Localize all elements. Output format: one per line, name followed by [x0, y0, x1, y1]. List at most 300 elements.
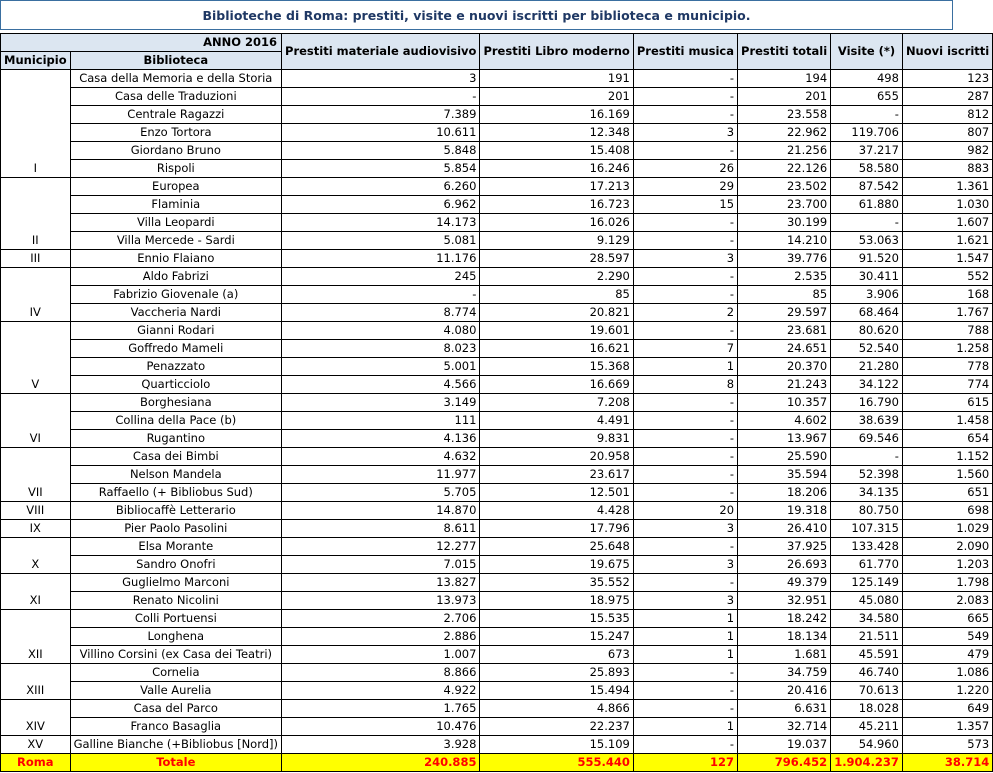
biblioteca-cell: Casa del Parco — [70, 700, 281, 718]
value-cell: 15.494 — [480, 682, 633, 700]
value-cell: 45.591 — [831, 646, 903, 664]
municipio-cell: II — [1, 178, 71, 250]
biblioteca-cell: Europea — [70, 178, 281, 196]
value-cell: 21.511 — [831, 628, 903, 646]
value-cell: 191 — [480, 70, 633, 88]
value-cell: - — [282, 286, 480, 304]
value-cell: 15.109 — [480, 736, 633, 754]
value-cell: 7 — [633, 340, 737, 358]
value-cell: 807 — [902, 124, 992, 142]
total-value-cell: 240.885 — [282, 754, 480, 772]
biblioteca-cell: Centrale Ragazzi — [70, 106, 281, 124]
value-cell: - — [633, 142, 737, 160]
value-cell: - — [831, 214, 903, 232]
value-cell: - — [633, 232, 737, 250]
value-cell: 552 — [902, 268, 992, 286]
table-row — [1, 736, 993, 754]
value-cell: 982 — [902, 142, 992, 160]
value-cell: 6.260 — [282, 178, 480, 196]
value-cell: 1.029 — [902, 520, 992, 538]
value-cell: 18.206 — [738, 484, 831, 502]
value-cell: 34.580 — [831, 610, 903, 628]
table-row — [1, 628, 993, 646]
value-cell: 3 — [633, 250, 737, 268]
value-cell: 28.597 — [480, 250, 633, 268]
total-value-cell: 796.452 — [738, 754, 831, 772]
value-cell: 6.962 — [282, 196, 480, 214]
value-cell: 812 — [902, 106, 992, 124]
value-cell: 7.208 — [480, 394, 633, 412]
value-cell: 1.547 — [902, 250, 992, 268]
value-cell: 479 — [902, 646, 992, 664]
value-cell: 2.083 — [902, 592, 992, 610]
value-cell: 1.220 — [902, 682, 992, 700]
value-cell: 7.389 — [282, 106, 480, 124]
value-cell: 34.759 — [738, 664, 831, 682]
biblioteca-cell: Borghesiana — [70, 394, 281, 412]
value-cell: 85 — [480, 286, 633, 304]
value-cell: 25.648 — [480, 538, 633, 556]
value-cell: 1.621 — [902, 232, 992, 250]
value-cell: 11.977 — [282, 466, 480, 484]
value-cell: 34.135 — [831, 484, 903, 502]
value-cell: 3 — [633, 592, 737, 610]
value-cell: 22.237 — [480, 718, 633, 736]
value-cell: 4.922 — [282, 682, 480, 700]
value-cell: 58.580 — [831, 160, 903, 178]
value-cell: 20.416 — [738, 682, 831, 700]
value-cell: 4.080 — [282, 322, 480, 340]
table-row — [1, 376, 993, 394]
table-row — [1, 664, 993, 682]
value-cell: 123 — [902, 70, 992, 88]
value-cell: 21.280 — [831, 358, 903, 376]
biblioteca-cell: Quarticciolo — [70, 376, 281, 394]
value-cell: 651 — [902, 484, 992, 502]
value-cell: - — [633, 682, 737, 700]
municipio-cell: X — [1, 538, 71, 574]
value-cell: - — [633, 736, 737, 754]
total-value-cell: 127 — [633, 754, 737, 772]
value-cell: 1.152 — [902, 448, 992, 466]
value-cell: 649 — [902, 700, 992, 718]
table-row — [1, 124, 993, 142]
table-row — [1, 466, 993, 484]
municipio-cell: VI — [1, 394, 71, 448]
value-cell: 19.037 — [738, 736, 831, 754]
value-cell: 54.960 — [831, 736, 903, 754]
value-cell: 4.136 — [282, 430, 480, 448]
table-row — [1, 592, 993, 610]
table-row — [1, 448, 993, 466]
value-cell: - — [633, 412, 737, 430]
value-cell: - — [831, 106, 903, 124]
value-cell: 19.601 — [480, 322, 633, 340]
value-cell: 2.290 — [480, 268, 633, 286]
value-cell: 26.693 — [738, 556, 831, 574]
table-row — [1, 232, 993, 250]
value-cell: - — [633, 70, 737, 88]
value-cell: 18.134 — [738, 628, 831, 646]
value-cell: 30.411 — [831, 268, 903, 286]
biblioteca-cell: Giordano Bruno — [70, 142, 281, 160]
biblioteca-cell: Cornelia — [70, 664, 281, 682]
value-cell: 46.740 — [831, 664, 903, 682]
value-cell: 16.169 — [480, 106, 633, 124]
biblioteca-cell: Sandro Onofri — [70, 556, 281, 574]
value-cell: 15.247 — [480, 628, 633, 646]
table-row — [1, 70, 993, 88]
value-cell: 10.476 — [282, 718, 480, 736]
biblioteca-cell: Nelson Mandela — [70, 466, 281, 484]
value-cell: 23.502 — [738, 178, 831, 196]
biblioteca-cell: Gianni Rodari — [70, 322, 281, 340]
biblioteca-cell: Villa Leopardi — [70, 214, 281, 232]
value-cell: 23.700 — [738, 196, 831, 214]
biblioteca-cell: Pier Paolo Pasolini — [70, 520, 281, 538]
value-cell: 1.086 — [902, 664, 992, 682]
municipio-cell: IX — [1, 520, 71, 538]
table-row — [1, 502, 993, 520]
table-row — [1, 646, 993, 664]
value-cell: 7.015 — [282, 556, 480, 574]
biblioteca-cell: Casa delle Traduzioni — [70, 88, 281, 106]
value-cell: 4.602 — [738, 412, 831, 430]
total-value-cell: 1.904.237 — [831, 754, 903, 772]
value-cell: 34.122 — [831, 376, 903, 394]
biblioteca-cell: Villino Corsini (ex Casa dei Teatri) — [70, 646, 281, 664]
value-cell: 9.831 — [480, 430, 633, 448]
table-row — [1, 430, 993, 448]
value-cell: 883 — [902, 160, 992, 178]
value-cell: 14.870 — [282, 502, 480, 520]
value-cell: 4.491 — [480, 412, 633, 430]
value-cell: 5.081 — [282, 232, 480, 250]
value-cell: 23.681 — [738, 322, 831, 340]
value-cell: 39.776 — [738, 250, 831, 268]
value-cell: 22.126 — [738, 160, 831, 178]
col-header-totali: Prestiti totali — [738, 34, 831, 70]
value-cell: 17.796 — [480, 520, 633, 538]
municipio-cell: V — [1, 322, 71, 394]
biblioteca-cell: Galline Bianche (+Bibliobus [Nord]) — [70, 736, 281, 754]
value-cell: - — [633, 430, 737, 448]
value-cell: 1.361 — [902, 178, 992, 196]
table-row — [1, 268, 993, 286]
biblioteca-cell: Rugantino — [70, 430, 281, 448]
value-cell: 52.540 — [831, 340, 903, 358]
value-cell: - — [633, 88, 737, 106]
value-cell: 17.213 — [480, 178, 633, 196]
municipio-cell: VII — [1, 448, 71, 502]
table-row — [1, 142, 993, 160]
value-cell: 1.030 — [902, 196, 992, 214]
table-row — [1, 250, 993, 268]
value-cell: 35.552 — [480, 574, 633, 592]
value-cell: 1.203 — [902, 556, 992, 574]
value-cell: 20 — [633, 502, 737, 520]
value-cell: 23.558 — [738, 106, 831, 124]
value-cell: 4.428 — [480, 502, 633, 520]
value-cell: 85 — [738, 286, 831, 304]
value-cell: 70.613 — [831, 682, 903, 700]
municipio-cell: III — [1, 250, 71, 268]
value-cell: 3 — [282, 70, 480, 88]
table-body — [1, 70, 993, 772]
value-cell: 1.357 — [902, 718, 992, 736]
value-cell: 15.408 — [480, 142, 633, 160]
biblioteca-cell: Collina della Pace (b) — [70, 412, 281, 430]
value-cell: 15.535 — [480, 610, 633, 628]
value-cell: 91.520 — [831, 250, 903, 268]
value-cell: 573 — [902, 736, 992, 754]
value-cell: 1.258 — [902, 340, 992, 358]
value-cell: 45.080 — [831, 592, 903, 610]
value-cell: 8.866 — [282, 664, 480, 682]
value-cell: 107.315 — [831, 520, 903, 538]
value-cell: 1 — [633, 718, 737, 736]
biblioteca-cell: Elsa Morante — [70, 538, 281, 556]
value-cell: 111 — [282, 412, 480, 430]
value-cell: 549 — [902, 628, 992, 646]
table-row — [1, 484, 993, 502]
value-cell: 69.546 — [831, 430, 903, 448]
municipio-cell: XII — [1, 610, 71, 664]
value-cell: 3 — [633, 556, 737, 574]
biblioteca-cell: Vaccheria Nardi — [70, 304, 281, 322]
table-row — [1, 682, 993, 700]
value-cell: 1 — [633, 610, 737, 628]
total-value-cell: 38.714 — [902, 754, 992, 772]
table-row — [1, 214, 993, 232]
municipio-cell: XI — [1, 574, 71, 610]
value-cell: 19.675 — [480, 556, 633, 574]
value-cell: - — [633, 448, 737, 466]
value-cell: 5.001 — [282, 358, 480, 376]
value-cell: 20.821 — [480, 304, 633, 322]
municipio-cell: XIII — [1, 664, 71, 700]
table-row — [1, 538, 993, 556]
value-cell: 52.398 — [831, 466, 903, 484]
biblioteca-cell: Aldo Fabrizi — [70, 268, 281, 286]
value-cell: 788 — [902, 322, 992, 340]
value-cell: 68.464 — [831, 304, 903, 322]
value-cell: - — [633, 106, 737, 124]
biblioteca-cell: Rispoli — [70, 160, 281, 178]
value-cell: 1 — [633, 358, 737, 376]
value-cell: 1.458 — [902, 412, 992, 430]
value-cell: 61.880 — [831, 196, 903, 214]
value-cell: 26.410 — [738, 520, 831, 538]
value-cell: 14.173 — [282, 214, 480, 232]
value-cell: - — [633, 394, 737, 412]
col-header-biblioteca: Biblioteca — [70, 52, 281, 70]
municipio-cell: XV — [1, 736, 71, 754]
table-row — [1, 88, 993, 106]
value-cell: 16.669 — [480, 376, 633, 394]
biblioteca-cell: Villa Mercede - Sardi — [70, 232, 281, 250]
value-cell: 87.542 — [831, 178, 903, 196]
value-cell: 1.607 — [902, 214, 992, 232]
value-cell: 3 — [633, 520, 737, 538]
value-cell: 35.594 — [738, 466, 831, 484]
table-row — [1, 304, 993, 322]
table-row — [1, 340, 993, 358]
value-cell: 29 — [633, 178, 737, 196]
value-cell: - — [633, 574, 737, 592]
table-row — [1, 394, 993, 412]
value-cell: 61.770 — [831, 556, 903, 574]
value-cell: 1.765 — [282, 700, 480, 718]
value-cell: 12.277 — [282, 538, 480, 556]
value-cell: 37.217 — [831, 142, 903, 160]
table-row — [1, 556, 993, 574]
value-cell: 20.370 — [738, 358, 831, 376]
value-cell: 16.026 — [480, 214, 633, 232]
value-cell: 18.975 — [480, 592, 633, 610]
biblioteca-cell: Ennio Flaiano — [70, 250, 281, 268]
value-cell: 23.617 — [480, 466, 633, 484]
value-cell: 16.621 — [480, 340, 633, 358]
value-cell: 1.798 — [902, 574, 992, 592]
value-cell: 201 — [738, 88, 831, 106]
value-cell: 2.090 — [902, 538, 992, 556]
biblioteca-cell: Valle Aurelia — [70, 682, 281, 700]
value-cell: 14.210 — [738, 232, 831, 250]
value-cell: - — [633, 286, 737, 304]
value-cell: 194 — [738, 70, 831, 88]
value-cell: 698 — [902, 502, 992, 520]
value-cell: 1.007 — [282, 646, 480, 664]
value-cell: 615 — [902, 394, 992, 412]
table-row — [1, 106, 993, 124]
table-row — [1, 160, 993, 178]
biblioteca-cell: Casa della Memoria e della Storia — [70, 70, 281, 88]
year-header: ANNO 2016 — [1, 34, 282, 52]
value-cell: 25.893 — [480, 664, 633, 682]
value-cell: 21.243 — [738, 376, 831, 394]
value-cell: - — [633, 484, 737, 502]
value-cell: 8.611 — [282, 520, 480, 538]
biblioteca-cell: Colli Portuensi — [70, 610, 281, 628]
value-cell: 38.639 — [831, 412, 903, 430]
value-cell: 15.368 — [480, 358, 633, 376]
value-cell: - — [633, 268, 737, 286]
value-cell: - — [633, 322, 737, 340]
value-cell: 498 — [831, 70, 903, 88]
value-cell: 45.211 — [831, 718, 903, 736]
value-cell: 1.681 — [738, 646, 831, 664]
value-cell: 287 — [902, 88, 992, 106]
table-row — [1, 178, 993, 196]
value-cell: 4.632 — [282, 448, 480, 466]
value-cell: 80.750 — [831, 502, 903, 520]
value-cell: 2 — [633, 304, 737, 322]
value-cell: 3.906 — [831, 286, 903, 304]
value-cell: 5.705 — [282, 484, 480, 502]
value-cell: 1 — [633, 646, 737, 664]
total-value-cell: 555.440 — [480, 754, 633, 772]
value-cell: 18.242 — [738, 610, 831, 628]
value-cell: 16.246 — [480, 160, 633, 178]
value-cell: 18.028 — [831, 700, 903, 718]
value-cell: 125.149 — [831, 574, 903, 592]
biblioteca-cell: Casa dei Bimbi — [70, 448, 281, 466]
value-cell: 26 — [633, 160, 737, 178]
table-row — [1, 286, 993, 304]
col-header-musica: Prestiti musica — [633, 34, 737, 70]
value-cell: 16.723 — [480, 196, 633, 214]
value-cell: 19.318 — [738, 502, 831, 520]
table-row — [1, 718, 993, 736]
value-cell: 5.854 — [282, 160, 480, 178]
table-row — [1, 610, 993, 628]
value-cell: 1.767 — [902, 304, 992, 322]
value-cell: 665 — [902, 610, 992, 628]
table-row — [1, 196, 993, 214]
value-cell: 133.428 — [831, 538, 903, 556]
value-cell: 168 — [902, 286, 992, 304]
value-cell: 25.590 — [738, 448, 831, 466]
biblioteca-cell: Goffredo Mameli — [70, 340, 281, 358]
value-cell: - — [831, 448, 903, 466]
value-cell: 8.023 — [282, 340, 480, 358]
value-cell: 80.620 — [831, 322, 903, 340]
value-cell: 20.958 — [480, 448, 633, 466]
value-cell: 13.973 — [282, 592, 480, 610]
col-header-audiovisivo: Prestiti materiale audiovisivo — [282, 34, 480, 70]
value-cell: 16.790 — [831, 394, 903, 412]
biblioteca-cell: Fabrizio Giovenale (a) — [70, 286, 281, 304]
biblioteca-cell: Enzo Tortora — [70, 124, 281, 142]
biblioteca-cell: Penazzato — [70, 358, 281, 376]
value-cell: 3.928 — [282, 736, 480, 754]
biblioteca-cell: Bibliocaffè Letterario — [70, 502, 281, 520]
value-cell: 4.866 — [480, 700, 633, 718]
table-row — [1, 700, 993, 718]
table-row — [1, 322, 993, 340]
data-table — [0, 33, 993, 772]
value-cell: 2.535 — [738, 268, 831, 286]
value-cell: 9.129 — [480, 232, 633, 250]
col-header-iscritti: Nuovi iscritti — [902, 34, 992, 70]
table-row — [1, 520, 993, 538]
col-header-visite: Visite (*) — [831, 34, 903, 70]
value-cell: - — [282, 88, 480, 106]
value-cell: 245 — [282, 268, 480, 286]
total-municipio-cell: Roma — [1, 754, 71, 772]
value-cell: 201 — [480, 88, 633, 106]
value-cell: 22.962 — [738, 124, 831, 142]
value-cell: 3 — [633, 124, 737, 142]
value-cell: 13.827 — [282, 574, 480, 592]
value-cell: 8 — [633, 376, 737, 394]
value-cell: 2.886 — [282, 628, 480, 646]
municipio-cell: I — [1, 70, 71, 178]
value-cell: 10.357 — [738, 394, 831, 412]
municipio-cell: XIV — [1, 700, 71, 736]
value-cell: - — [633, 700, 737, 718]
value-cell: 774 — [902, 376, 992, 394]
value-cell: 21.256 — [738, 142, 831, 160]
value-cell: - — [633, 214, 737, 232]
value-cell: 11.176 — [282, 250, 480, 268]
value-cell: 2.706 — [282, 610, 480, 628]
value-cell: - — [633, 466, 737, 484]
value-cell: 53.063 — [831, 232, 903, 250]
value-cell: 8.774 — [282, 304, 480, 322]
col-header-libro: Prestiti Libro moderno — [480, 34, 633, 70]
